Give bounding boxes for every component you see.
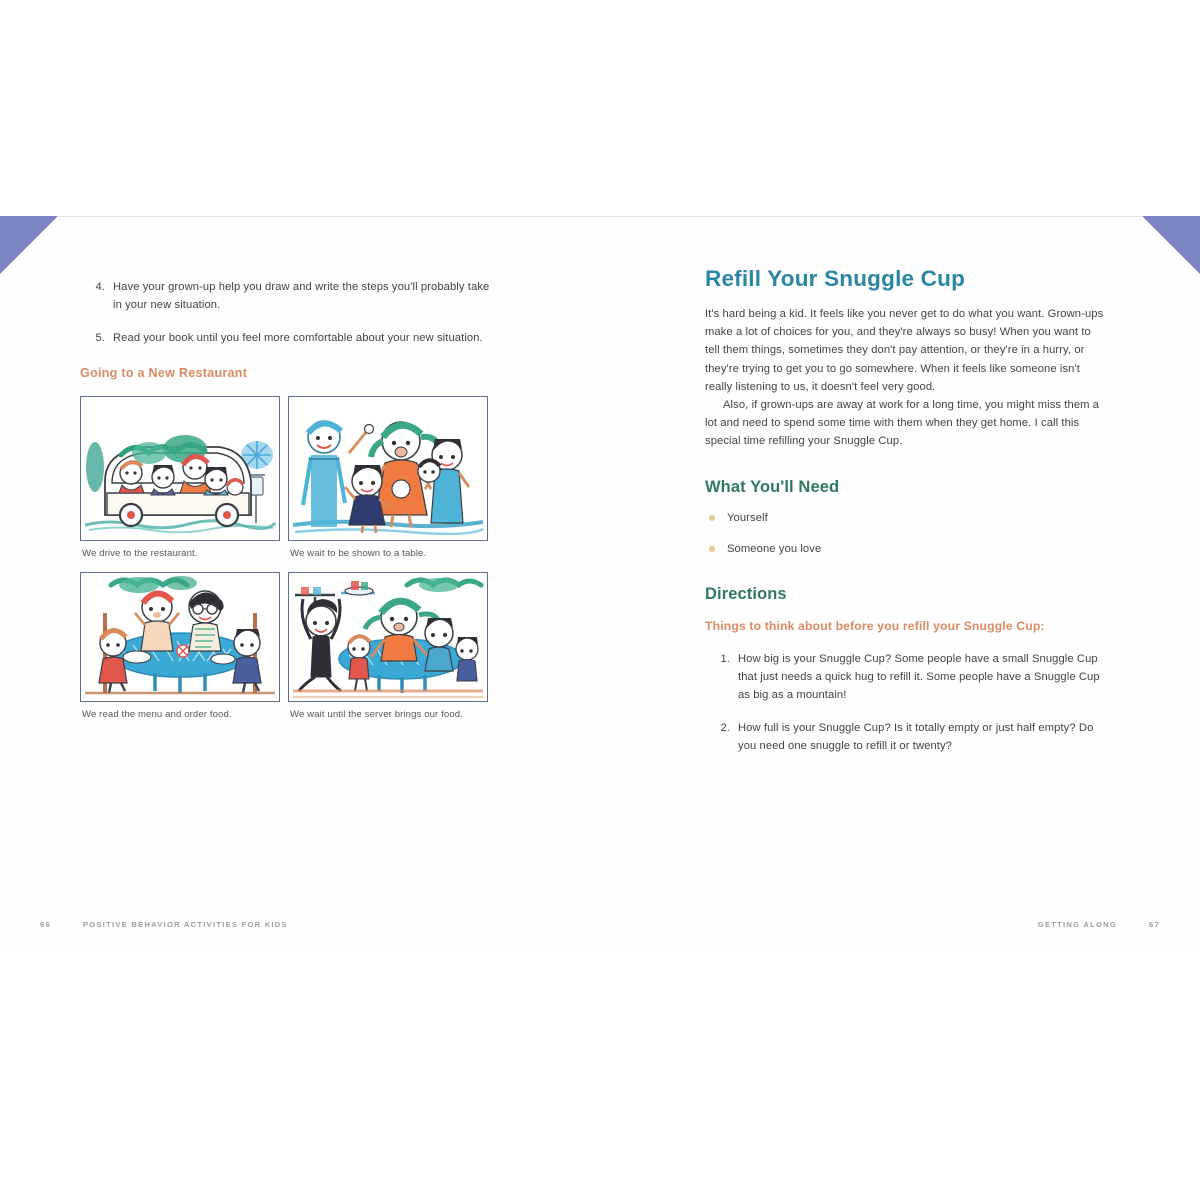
right-page-content (705, 266, 1105, 769)
panel-caption: We read the menu and order food. (82, 709, 232, 721)
page-number-left: 66 (40, 920, 51, 929)
heading-what-youll-need: What You'll Need (705, 477, 840, 496)
list-item (705, 541, 1105, 558)
illustration-cell (288, 572, 488, 722)
list-item-text: How big is your Snuggle Cup? Some people have a small Snuggle Cup that just needs a quick hug to refill it. Some people have a Snuggle Cup as big as a mountain! (738, 652, 1100, 702)
list-item (80, 278, 490, 315)
left-page-content (80, 278, 490, 726)
bullet-dot-icon (709, 515, 715, 521)
book-spread (0, 216, 1200, 953)
running-head-right: GETTING ALONG (1037, 920, 1118, 929)
illustration-cell (288, 396, 488, 561)
running-head-left: POSITIVE BEHAVIOR ACTIVITIES FOR KIDS (82, 920, 288, 929)
illustration-cell (80, 396, 280, 561)
list-item-text: How full is your Snuggle Cup? Is it totally empty or just half empty? Do you need one snuggle to refill it or twenty? (738, 721, 1094, 752)
panel-caption: We wait until the server brings our food. (290, 709, 463, 721)
intro-paragraph: It's hard being a kid. It feels like you never get to do what you want. Grown-ups make a lot of choices for you, and they're always so busy! When you want to tell them things, sometimes they don't pay attention, or they're in a hurry, or they're trying to get you to go somewhere. When it feels like someone isn't really listening to us, it doesn't feel very good. (705, 308, 1104, 393)
list-item-number: 1. (720, 652, 730, 665)
list-item (705, 719, 1105, 756)
panel-server-brings-food (288, 572, 488, 702)
right-page (600, 216, 1200, 953)
panel-caption: We drive to the restaurant. (82, 547, 198, 559)
list-item-text: Someone you love (727, 542, 822, 555)
panel-caption: We wait to be shown to a table. (290, 547, 427, 559)
continued-steps-list (80, 278, 490, 347)
illustration-row-1 (80, 396, 487, 561)
bullet-dot-icon (709, 546, 715, 552)
list-item (705, 510, 1105, 527)
illustration-grid (80, 396, 487, 722)
list-item-text: Have your grown-up help you draw and write the steps you'll probably take in your new situation. (113, 281, 490, 312)
list-item-text: Yourself (727, 511, 768, 524)
intro-body (705, 305, 1105, 451)
left-page (0, 216, 600, 953)
page-title: Refill Your Snuggle Cup (705, 266, 966, 291)
panel-waiting-to-be-seated (288, 396, 488, 541)
illustration-row-2 (80, 572, 487, 722)
list-item-number: 4. (95, 281, 105, 293)
panel-reading-menu (80, 572, 280, 702)
what-youll-need-list (705, 510, 1105, 558)
directions-subheading: Things to think about before you refill your Snuggle Cup: (705, 618, 1045, 633)
list-item (80, 329, 490, 347)
illustration-cell (80, 572, 280, 722)
list-item (705, 650, 1105, 705)
directions-steps-list (705, 650, 1105, 755)
page-number-right: 67 (1149, 920, 1160, 929)
intro-paragraph: Also, if grown-ups are away at work for a long time, you might miss them a lot and need to spend some time with them when they get home. I call this special time refilling your Snuggle Cup. (705, 399, 1100, 448)
footer-left (40, 920, 288, 929)
list-item-number: 2. (720, 721, 730, 734)
list-item-number: 5. (95, 331, 105, 344)
section-heading-new-restaurant: Going to a New Restaurant (80, 365, 248, 380)
heading-directions: Directions (705, 584, 787, 603)
panel-car-driving (80, 396, 280, 541)
list-item-text: Read your book until you feel more comfortable about your new situation. (113, 331, 483, 344)
footer-right (1038, 920, 1160, 929)
